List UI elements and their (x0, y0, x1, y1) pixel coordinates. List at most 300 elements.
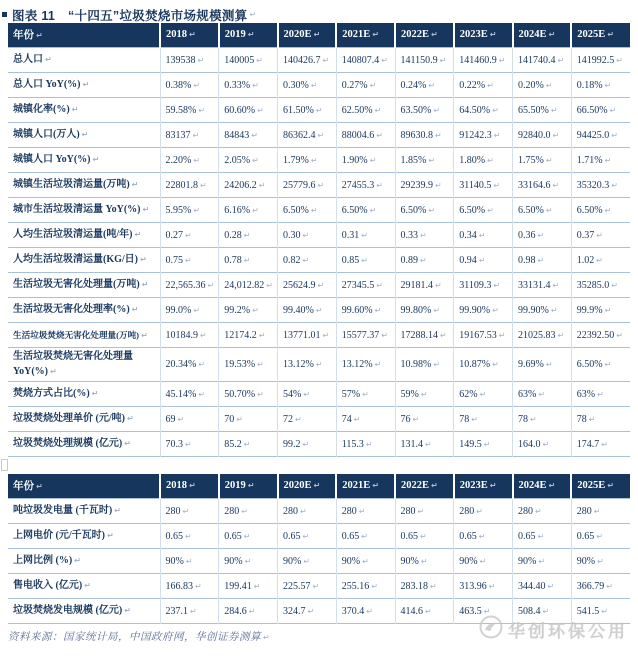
table-row (8, 248, 630, 273)
paragraph-mark: ↵ (430, 581, 437, 591)
value-cell: 6.50% ↵ (571, 198, 630, 223)
value-cell: 10.87% ↵ (454, 348, 513, 382)
paragraph-mark: ↵ (552, 180, 560, 190)
year-column-header: 2025E ↵ (571, 474, 630, 499)
value-cell: 283.18 ↵ (395, 574, 454, 599)
paragraph-mark: ↵ (381, 55, 388, 65)
row-label: 城镇化率(%) ↵ (8, 98, 160, 123)
paragraph-mark: ↵ (312, 581, 320, 591)
value-cell: 45.14% ↵ (160, 382, 219, 407)
value-cell: 140005 ↵ (219, 48, 278, 73)
paragraph-mark: ↵ (257, 389, 264, 399)
value-cell: 24206.2 ↵ (219, 173, 278, 198)
paragraph-mark: ↵ (131, 304, 139, 314)
row-label: 人均生活垃圾清运量(吨/年) ↵ (8, 223, 160, 248)
paragraph-mark: ↵ (193, 205, 201, 215)
value-cell: 6.16% ↵ (219, 198, 278, 223)
paragraph-mark: ↵ (182, 506, 190, 516)
paragraph-mark: ↵ (361, 531, 368, 541)
value-cell: 5.95% ↵ (160, 198, 219, 223)
value-cell: 0.65 ↵ (219, 524, 278, 549)
paragraph-mark: ↵ (362, 389, 369, 399)
paragraph-mark: ↵ (545, 205, 553, 215)
paragraph-mark: ↵ (236, 414, 243, 424)
value-cell: 91242.3 ↵ (454, 123, 513, 148)
paragraph-mark: ↵ (307, 606, 315, 616)
value-cell: 65.50% ↵ (513, 98, 572, 123)
value-cell: 60.60% ↵ (219, 98, 278, 123)
paragraph-mark: ↵ (124, 438, 131, 448)
value-cell: 0.27 ↵ (160, 223, 219, 248)
paragraph-mark: ↵ (537, 531, 545, 541)
row-label: 生活垃圾焚烧无害化处理量(万吨) ↵ (8, 323, 160, 348)
paragraph-mark: ↵ (601, 439, 608, 449)
table-row (8, 223, 630, 248)
paragraph-mark: ↵ (371, 581, 378, 591)
value-cell: 0.31 ↵ (336, 223, 395, 248)
paragraph-mark: ↵ (611, 280, 618, 290)
value-cell: 1.71% ↵ (571, 148, 630, 173)
paragraph-mark: ↵ (435, 280, 442, 290)
value-cell: 199.41 ↵ (219, 574, 278, 599)
paragraph-mark: ↵ (247, 481, 255, 490)
table-row (8, 298, 630, 323)
paragraph-mark: ↵ (362, 556, 369, 566)
paragraph-mark: ↵ (616, 330, 623, 340)
paragraph-mark: ↵ (300, 506, 307, 516)
paragraph-mark: ↵ (538, 556, 546, 566)
value-cell: 0.18% ↵ (571, 73, 630, 98)
value-cell: 21025.83 ↵ (513, 323, 572, 348)
value-cell: 140807.4 ↵ (336, 48, 395, 73)
value-cell: 6.50% ↵ (513, 198, 572, 223)
paragraph-mark: ↵ (257, 360, 264, 369)
value-cell: 13.12% ↵ (278, 348, 337, 382)
table-row (8, 599, 630, 624)
value-cell: 89630.8 ↵ (395, 123, 454, 148)
value-cell: 90% ↵ (454, 549, 513, 574)
year-column-header: 2018 ↵ (160, 23, 219, 48)
paragraph-mark: ↵ (498, 55, 506, 65)
table-body (8, 499, 630, 624)
value-cell: 0.22% ↵ (454, 73, 513, 98)
paragraph-mark: ↵ (478, 255, 486, 265)
paragraph-mark: ↵ (431, 481, 438, 490)
value-cell: 6.50% ↵ (336, 198, 395, 223)
value-cell: 0.89 ↵ (395, 248, 454, 273)
paragraph-mark: ↵ (185, 556, 193, 566)
value-cell: 88004.6 ↵ (336, 123, 395, 148)
value-cell: 141460.9 ↵ (454, 48, 513, 73)
value-cell: 0.30% ↵ (278, 73, 337, 98)
value-cell: 139538 ↵ (160, 48, 219, 73)
paragraph-mark: ↵ (361, 230, 368, 240)
paragraph-mark: ↵ (596, 255, 603, 265)
value-cell: 99.0% ↵ (160, 298, 219, 323)
paragraph-mark: ↵ (369, 205, 377, 215)
paragraph-mark: ↵ (358, 506, 366, 516)
paragraph-mark: ↵ (317, 280, 325, 290)
value-cell: 99.2 ↵ (278, 432, 337, 457)
year-column-header: 2022E ↵ (395, 474, 454, 499)
value-cell: 22,565.36 ↵ (160, 273, 219, 298)
paragraph-mark: ↵ (428, 80, 436, 90)
value-cell: 6.50% ↵ (571, 348, 630, 382)
row-label: 城镇人口 YoY(%) ↵ (8, 148, 160, 173)
paragraph-mark: ↵ (74, 555, 81, 565)
value-cell: 280 ↵ (219, 499, 278, 524)
year-column-header: 2019 ↵ (219, 23, 278, 48)
value-cell: 0.94 ↵ (454, 248, 513, 273)
paragraph-mark: ↵ (365, 439, 373, 449)
year-column-header: 2019 ↵ (219, 474, 278, 499)
paragraph-mark: ↵ (192, 130, 200, 140)
paragraph-mark: ↵ (483, 606, 491, 616)
value-cell: 70 ↵ (219, 407, 278, 432)
waste-incineration-market-table (8, 23, 630, 457)
paragraph-mark: ↵ (310, 205, 318, 215)
paragraph-mark: ↵ (200, 330, 207, 340)
value-cell: 13771.01 ↵ (278, 323, 337, 348)
row-label: 上网比例 (%) ↵ (8, 549, 160, 574)
paragraph-mark: ↵ (241, 506, 248, 516)
value-cell: 92840.0 ↵ (513, 123, 572, 148)
year-column-header: 2025E ↵ (571, 23, 630, 48)
source-note (8, 629, 638, 644)
row-label: 上网电价 (元/千瓦时) ↵ (8, 524, 160, 549)
paragraph-mark: ↵ (141, 330, 148, 340)
value-cell: 237.1 ↵ (160, 599, 219, 624)
year-column-header: 2020E ↵ (278, 474, 337, 499)
paragraph-mark: ↵ (189, 481, 196, 490)
value-cell: 131.4 ↵ (395, 432, 454, 457)
row-label: 生活垃圾焚烧无害化处理量 YoY(%) ↵ (8, 348, 160, 382)
value-cell: 0.28 ↵ (219, 223, 278, 248)
table-row (8, 173, 630, 198)
year-column-header: 2020E ↵ (278, 23, 337, 48)
paragraph-mark: ↵ (84, 580, 91, 590)
paragraph-mark: ↵ (310, 155, 318, 165)
value-cell: 0.75 ↵ (160, 248, 219, 273)
value-cell: 54% ↵ (278, 382, 337, 407)
value-cell: 370.4 ↵ (336, 599, 395, 624)
year-column-header: 2024E ↵ (513, 474, 572, 499)
paragraph-mark: ↵ (252, 205, 259, 215)
paragraph-mark: ↵ (258, 180, 266, 190)
paragraph-mark: ↵ (313, 30, 321, 39)
value-cell: 90% ↵ (571, 549, 630, 574)
value-cell: 59% ↵ (395, 382, 454, 407)
value-cell: 17288.14 ↵ (395, 323, 454, 348)
paragraph-mark: ↵ (295, 414, 302, 424)
row-label: 人均生活垃圾清运量(KG/日) ↵ (8, 248, 160, 273)
value-cell: 19167.53 ↵ (454, 323, 513, 348)
value-cell: 0.36 ↵ (513, 223, 572, 248)
value-cell: 0.38% ↵ (160, 73, 219, 98)
paragraph-mark: ↵ (596, 230, 603, 240)
table-row (8, 98, 630, 123)
value-cell: 0.27% ↵ (336, 73, 395, 98)
paragraph-mark: ↵ (550, 105, 558, 115)
value-cell: 72 ↵ (278, 407, 337, 432)
paragraph-mark: ↵ (616, 55, 623, 65)
value-cell: 0.82 ↵ (278, 248, 337, 273)
value-cell: 2.20% ↵ (160, 148, 219, 173)
paragraph-mark: ↵ (435, 180, 442, 190)
paragraph-mark: ↵ (483, 439, 491, 449)
paragraph-mark: ↵ (374, 105, 382, 115)
paragraph-mark: ↵ (374, 305, 382, 315)
header-row (8, 474, 630, 499)
value-cell: 366.79 ↵ (571, 574, 630, 599)
value-cell: 90% ↵ (278, 549, 337, 574)
paragraph-mark: ↵ (82, 79, 90, 89)
paragraph-mark: ↵ (71, 104, 79, 114)
paragraph-mark: ↵ (315, 105, 323, 115)
paragraph-mark: ↵ (193, 305, 201, 315)
value-cell: 225.57 ↵ (278, 574, 337, 599)
waste-power-generation-table (8, 474, 630, 624)
paragraph-mark: ↵ (303, 389, 311, 399)
paragraph-mark: ↵ (106, 530, 114, 540)
paragraph-mark: ↵ (91, 388, 99, 398)
paragraph-mark: ↵ (302, 230, 310, 240)
paragraph-mark: ↵ (263, 633, 271, 642)
value-cell: 344.40 ↵ (513, 574, 572, 599)
header-row (8, 23, 630, 48)
paragraph-mark: ↵ (607, 30, 614, 39)
value-cell: 57% ↵ (336, 382, 395, 407)
value-cell: 1.80% ↵ (454, 148, 513, 173)
paragraph-mark: ↵ (478, 531, 486, 541)
paragraph-mark: ↵ (190, 606, 197, 616)
value-cell: 29181.4 ↵ (395, 273, 454, 298)
paragraph-mark: ↵ (420, 255, 427, 265)
value-cell: 0.65 ↵ (513, 524, 572, 549)
paragraph-mark: ↵ (493, 130, 501, 140)
paragraph-mark: ↵ (604, 155, 612, 165)
value-cell: 59.58% ↵ (160, 98, 219, 123)
paragraph-mark: ↵ (588, 414, 596, 424)
paragraph-mark: ↵ (537, 255, 545, 265)
paragraph-mark: ↵ (243, 439, 251, 449)
paragraph-mark: ↵ (126, 413, 134, 423)
year-column-header: 2018 ↵ (160, 474, 219, 499)
value-cell: 164.0 ↵ (513, 432, 572, 457)
paragraph-mark: ↵ (322, 330, 330, 340)
year-column-header: 2022E ↵ (395, 23, 454, 48)
table-row (8, 123, 630, 148)
paragraph-mark: ↵ (428, 155, 436, 165)
value-cell: 85.2 ↵ (219, 432, 278, 457)
paragraph-mark: ↵ (433, 360, 441, 369)
value-cell: 166.83 ↵ (160, 574, 219, 599)
paragraph-mark: ↵ (114, 505, 121, 515)
paragraph-mark: ↵ (317, 130, 325, 140)
paragraph-mark: ↵ (313, 481, 321, 490)
value-cell: 0.37 ↵ (571, 223, 630, 248)
paragraph-mark: ↵ (548, 481, 556, 490)
value-cell: 280 ↵ (336, 499, 395, 524)
value-cell: 0.65 ↵ (571, 524, 630, 549)
value-cell: 0.65 ↵ (278, 524, 337, 549)
value-cell: 90% ↵ (395, 549, 454, 574)
value-cell: 280 ↵ (454, 499, 513, 524)
paragraph-mark: ↵ (542, 606, 550, 616)
figure-title (0, 0, 638, 22)
value-cell: 50.70% ↵ (219, 382, 278, 407)
row-label: 垃圾焚烧发电规模 (亿元) ↵ (8, 599, 160, 624)
paragraph-mark: ↵ (604, 205, 612, 215)
value-cell: 284.6 ↵ (219, 599, 278, 624)
value-cell: 0.33% ↵ (219, 73, 278, 98)
paragraph-mark: ↵ (542, 439, 550, 449)
paragraph-mark: ↵ (611, 180, 618, 190)
paragraph-mark: ↵ (198, 389, 206, 399)
table-row (8, 348, 630, 382)
paragraph-mark: ↵ (315, 360, 323, 369)
value-cell: 1.85% ↵ (395, 148, 454, 173)
row-label: 总人口 YoY(%) ↵ (8, 73, 160, 98)
table-row (8, 549, 630, 574)
paragraph-mark: ↵ (266, 280, 273, 290)
value-cell: 0.20% ↵ (513, 73, 572, 98)
value-cell: 74 ↵ (336, 407, 395, 432)
paragraph-mark: ↵ (249, 10, 257, 19)
title-bullet-icon (2, 12, 7, 17)
value-cell: 140426.7 ↵ (278, 48, 337, 73)
value-cell: 76 ↵ (395, 407, 454, 432)
paragraph-mark: ↵ (489, 481, 497, 490)
paragraph-mark: ↵ (376, 130, 383, 140)
paragraph-mark: ↵ (207, 280, 215, 290)
value-cell: 35320.3 ↵ (571, 173, 630, 198)
paragraph-mark: ↵ (471, 414, 478, 424)
value-cell: 99.60% ↵ (336, 298, 395, 323)
table-row (8, 48, 630, 73)
row-label: 生活垃圾无害化处理率(%) ↵ (8, 298, 160, 323)
paragraph-mark: ↵ (492, 105, 499, 115)
paragraph-mark: ↵ (604, 360, 612, 369)
paragraph-mark: ↵ (248, 606, 256, 616)
value-cell: 2.05% ↵ (219, 148, 278, 173)
row-label: 售电收入 (亿元) ↵ (8, 574, 160, 599)
paragraph-mark: ↵ (256, 55, 263, 65)
value-cell: 280 ↵ (513, 499, 572, 524)
paragraph-mark: ↵ (189, 30, 196, 39)
value-cell: 70.3 ↵ (160, 432, 219, 457)
paragraph-mark: ↵ (195, 581, 202, 591)
paragraph-mark: ↵ (243, 230, 251, 240)
paragraph-mark: ↵ (431, 30, 438, 39)
paragraph-mark: ↵ (412, 414, 420, 424)
paragraph-mark: ↵ (243, 531, 251, 541)
paragraph-mark: ↵ (376, 180, 383, 190)
paragraph-mark: ↵ (381, 330, 388, 340)
value-cell: 10.98% ↵ (395, 348, 454, 382)
value-cell: 1.90% ↵ (336, 148, 395, 173)
paragraph-mark: ↵ (545, 155, 553, 165)
paragraph-mark: ↵ (530, 414, 537, 424)
value-cell: 324.7 ↵ (278, 599, 337, 624)
paragraph-mark: ↵ (193, 155, 201, 165)
value-cell: 0.65 ↵ (336, 524, 395, 549)
value-cell: 86362.4 ↵ (278, 123, 337, 148)
value-cell: 115.3 ↵ (336, 432, 395, 457)
value-cell: 0.65 ↵ (160, 524, 219, 549)
value-cell: 174.7 ↵ (571, 432, 630, 457)
paragraph-mark: ↵ (353, 414, 361, 424)
table-row (8, 574, 630, 599)
value-cell: 280 ↵ (278, 499, 337, 524)
paragraph-mark: ↵ (369, 155, 377, 165)
paragraph-mark: ↵ (257, 105, 264, 115)
table-row (8, 432, 630, 457)
paragraph-mark: ↵ (374, 360, 382, 369)
year-column-header: 2021E ↵ (336, 474, 395, 499)
paragraph-mark: ↵ (252, 80, 259, 90)
value-cell: 12174.2 ↵ (219, 323, 278, 348)
paragraph-mark: ↵ (593, 506, 601, 516)
paragraph-mark: ↵ (376, 280, 383, 290)
table-row (8, 407, 630, 432)
paragraph-mark: ↵ (425, 606, 432, 616)
paragraph-mark: ↵ (545, 360, 553, 369)
value-cell: 0.34 ↵ (454, 223, 513, 248)
paragraph-mark: ↵ (428, 205, 436, 215)
value-cell: 255.16 ↵ (336, 574, 395, 599)
row-label: 生活垃圾无害化处理量(万吨) ↵ (8, 273, 160, 298)
value-cell: 27455.3 ↵ (336, 173, 395, 198)
paragraph-mark: ↵ (535, 506, 542, 516)
value-cell: 61.50% ↵ (278, 98, 337, 123)
paragraph-mark: ↵ (198, 360, 206, 369)
paragraph-mark: ↵ (493, 180, 501, 190)
paragraph-mark: ↵ (252, 155, 259, 165)
value-cell: 19.53% ↵ (219, 348, 278, 382)
paragraph-mark: ↵ (50, 366, 57, 376)
value-cell: 25624.9 ↵ (278, 273, 337, 298)
paragraph-mark: ↵ (604, 80, 612, 90)
table-row (8, 273, 630, 298)
value-cell: 90% ↵ (219, 549, 278, 574)
paragraph-mark: ↵ (185, 255, 192, 265)
row-label: 城镇生活垃圾清运量(万吨) ↵ (8, 173, 160, 198)
paragraph-mark: ↵ (420, 230, 427, 240)
paragraph-mark: ↵ (420, 556, 428, 566)
year-label-header: 年份 ↵ (8, 23, 160, 48)
paragraph-mark: ↵ (433, 105, 441, 115)
paragraph-mark: ↵ (92, 154, 100, 164)
paragraph-mark: ↵ (253, 581, 261, 591)
paragraph-mark: ↵ (489, 30, 497, 39)
value-cell: 313.96 ↵ (454, 574, 513, 599)
value-cell: 78 ↵ (513, 407, 572, 432)
paragraph-mark: ↵ (302, 439, 310, 449)
paragraph-mark: ↵ (538, 389, 546, 399)
paragraph-mark: ↵ (601, 606, 608, 616)
paragraph-mark: ↵ (492, 360, 499, 369)
value-cell: 25779.6 ↵ (278, 173, 337, 198)
value-cell: 90% ↵ (513, 549, 572, 574)
value-cell: 64.50% ↵ (454, 98, 513, 123)
value-cell: 6.50% ↵ (278, 198, 337, 223)
paragraph-mark: ↵ (252, 305, 259, 315)
paragraph-mark: ↵ (243, 255, 251, 265)
paragraph-mark: ↵ (310, 80, 318, 90)
paragraph-mark: ↵ (185, 439, 192, 449)
paragraph-mark: ↵ (597, 389, 604, 399)
